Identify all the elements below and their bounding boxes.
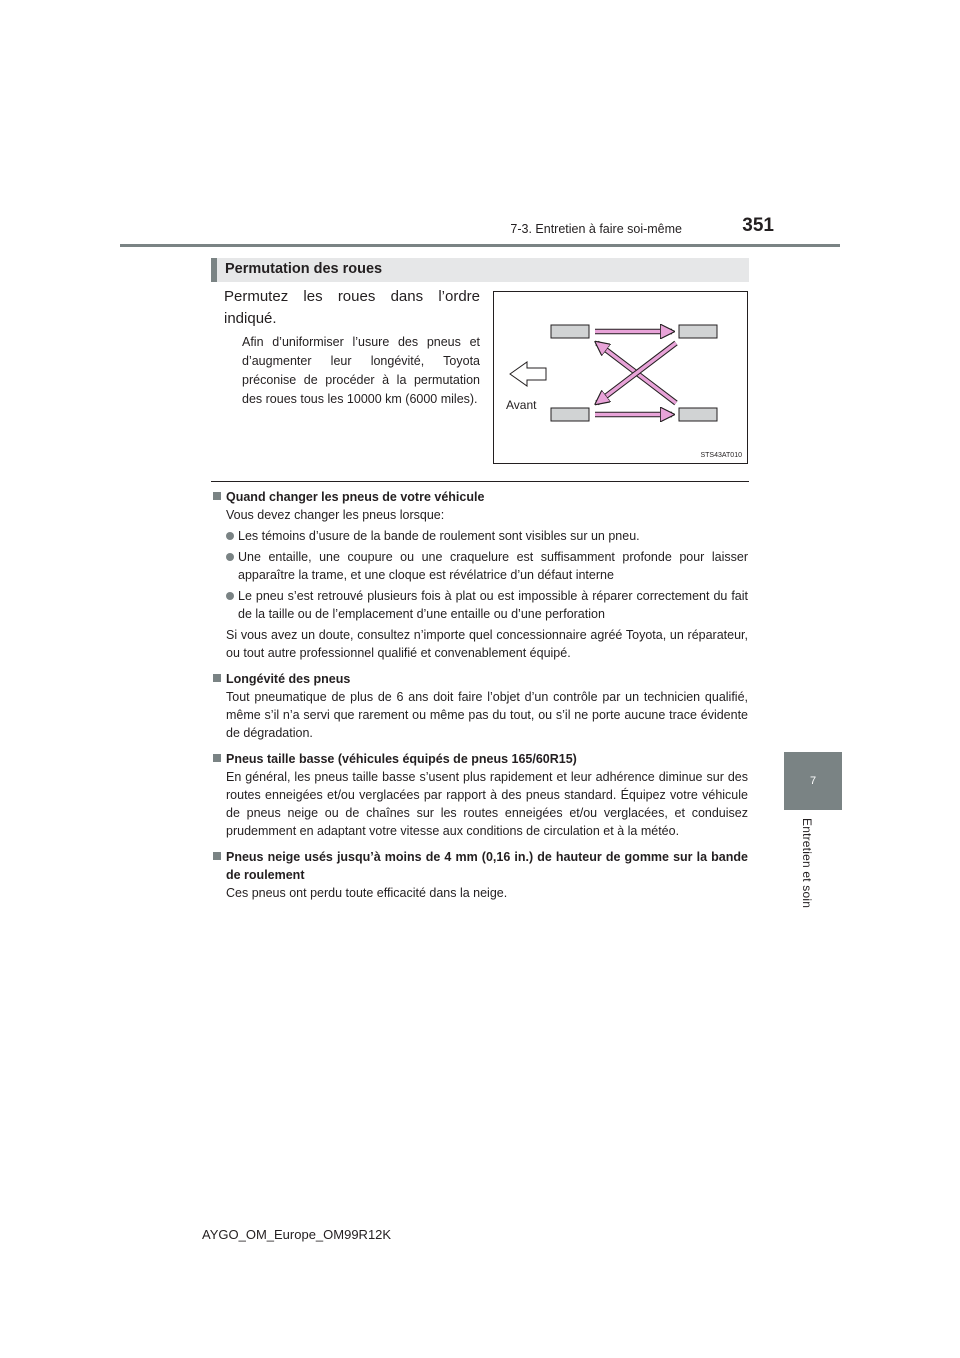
- round-bullet-icon: [226, 532, 234, 540]
- front-direction-arrow: [510, 362, 546, 386]
- front-label: Avant: [506, 398, 537, 412]
- topic-text: Vous devez changer les pneus lorsque:: [226, 508, 445, 522]
- chapter-tab[interactable]: 7: [784, 752, 842, 810]
- round-bullet-icon: [226, 592, 234, 600]
- header-rule: [120, 244, 840, 247]
- section-divider: [211, 481, 749, 482]
- tire-rotation-diagram: [493, 291, 748, 464]
- list-item: Le pneu s’est retrouvé plusieurs fois à plat ou est impossible à réparer correctement du fait de la taille ou de l’emplacement d’une entaille ou d’une perforation: [211, 587, 748, 623]
- square-bullet-icon: [213, 754, 221, 762]
- topic-heading: Quand changer les pneus de votre véhicule: [211, 488, 748, 506]
- topic-heading: Longévité des pneus: [211, 670, 748, 688]
- chapter-label: Entretien et soin: [800, 818, 814, 909]
- intro-note: Afin d’uniformiser l’usure des pneus et d’augmenter leur longévité, Toyota préconise de procéder à la permutation des roues tous les 10000 km (6000 miles).: [242, 335, 480, 406]
- topic-text: Si vous avez un doute, consultez n’importe quel concessionnaire agréé Toyota, un réparateur, ou tout autre professionnel qualifié et convenablement équipé.: [226, 628, 748, 660]
- topic-text: En général, les pneus taille basse s’usent plus rapidement et leur adhérence diminue sur des routes enneigées et/ou verglacées par rapport à des pneus standard. Équipez votre véhicule de pneus neige ou de chaînes sur les routes enneigées et/ou verglacées, et conduisez prudemment en adaptant votre vitesse aux conditions de circulation et à la météo.: [226, 770, 748, 838]
- list-item: Les témoins d’usure de la bande de roulement sont visibles sur un pneu.: [211, 527, 748, 545]
- page-number: 351: [742, 215, 774, 236]
- topic-heading: Pneus neige usés jusqu’à moins de 4 mm (0,16 in.) de hauteur de gomme sur la bande de roulement: [211, 848, 748, 884]
- wheel-rear-right: [679, 408, 717, 421]
- footer-doc-id: AYGO_OM_Europe_OM99R12K: [202, 1227, 392, 1242]
- topic-text: Ces pneus ont perdu toute efficacité dans la neige.: [226, 886, 508, 900]
- square-bullet-icon: [213, 492, 221, 500]
- square-bullet-icon: [213, 852, 221, 860]
- rotation-diagram-svg: [494, 292, 749, 465]
- wheel-front-right: [551, 408, 589, 421]
- topic-text: Tout pneumatique de plus de 6 ans doit faire l’objet d’un contrôle par un technicien qualifié, même s’il n’a servi que rarement ou même pas du tout, ou s’il ne porte aucune trace évidente de dégradation.: [226, 690, 748, 740]
- running-header-section: 7-3. Entretien à faire soi-même: [510, 222, 682, 236]
- topic-heading: Pneus taille basse (véhicules équipés de pneus 165/60R15): [211, 750, 748, 768]
- figure-code: STS43AT010: [700, 452, 742, 459]
- round-bullet-icon: [226, 553, 234, 561]
- list-item: Une entaille, une coupure ou une craquelure est suffisamment profonde pour laisser apparaître la trame, et une cloque est révélatrice d’un défaut interne: [211, 548, 748, 584]
- intro-text: Permutez les roues dans l’ordre indiqué.: [224, 288, 480, 327]
- square-bullet-icon: [213, 674, 221, 682]
- section-title: Permutation des roues: [225, 261, 383, 277]
- wheel-front-left: [551, 325, 589, 338]
- section-heading-bar: [211, 258, 749, 282]
- section-bar-accent: [211, 258, 217, 282]
- tire-info-content: [211, 488, 748, 905]
- wheel-rear-left: [679, 325, 717, 338]
